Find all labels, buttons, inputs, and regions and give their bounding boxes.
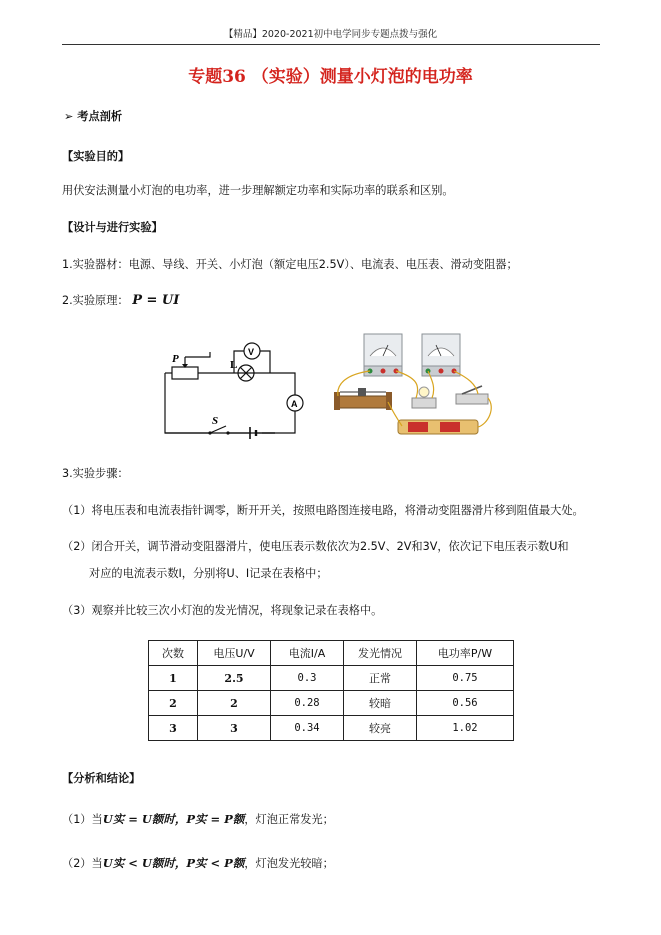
purpose-text: 用伏安法测量小灯泡的电功率，进一步理解额定功率和实际功率的联系和区别。 xyxy=(62,184,454,197)
table-header-cell: 次数 xyxy=(149,641,198,666)
page-header: 【精品】2020-2021初中电学同步专题点拨与强化 xyxy=(223,29,438,40)
procedure-3: （3）观察并比较三次小灯泡的发光情况，将现象记录在表格中。 xyxy=(62,604,383,617)
conclusion-2 xyxy=(62,855,334,871)
purpose-heading: 【实验目的】 xyxy=(62,150,130,163)
label-v: V xyxy=(248,347,255,357)
ammeter-device xyxy=(422,334,460,376)
conclusion-1-suffix: ，灯泡正常发光； xyxy=(244,813,334,826)
conclusion-1-prefix: （1）当 xyxy=(62,813,103,826)
table-row xyxy=(149,666,514,691)
label-p: P xyxy=(172,353,179,365)
table-cell: 0.34 xyxy=(271,716,344,741)
page-title: 专题36 （实验）测量小灯泡的电功率 xyxy=(188,67,473,87)
header-divider xyxy=(62,44,600,45)
conclusion-2-prefix: （2）当 xyxy=(62,857,103,870)
rheostat-symbol xyxy=(172,367,198,379)
table-row xyxy=(149,716,514,741)
table-header-cell: 电流I/A xyxy=(271,641,344,666)
label-s: S xyxy=(212,415,219,427)
table-cell: 2 xyxy=(198,691,271,716)
table-cell: 0.56 xyxy=(417,691,514,716)
table-cell: 2.5 xyxy=(198,666,271,691)
table-header-cell: 发光情况 xyxy=(344,641,417,666)
circuit-diagram xyxy=(150,335,310,445)
table-cell: 3 xyxy=(198,716,271,741)
table-cell: 0.75 xyxy=(417,666,514,691)
table-cell: 正常 xyxy=(344,666,417,691)
table-cell: 2 xyxy=(149,691,198,716)
table-cell: 3 xyxy=(149,716,198,741)
step-1-materials: 1.实验器材：电源、导线、开关、小灯泡（额定电压2.5V）、电流表、电压表、滑动变阻器； xyxy=(62,258,518,271)
design-heading: 【设计与进行实验】 xyxy=(62,221,163,234)
table-cell: 较暗 xyxy=(344,691,417,716)
conclusion-1-condition: U实 = U额时，P实 = P额 xyxy=(102,812,245,826)
table-row xyxy=(149,691,514,716)
power-formula: P = UI xyxy=(132,293,180,308)
apparatus-illustration xyxy=(328,328,498,440)
step-2-label: 2.实验原理： xyxy=(62,294,129,307)
label-a: A xyxy=(291,399,298,409)
step-3-heading: 3.实验步骤： xyxy=(62,467,129,480)
results-table xyxy=(148,640,514,741)
battery-device xyxy=(398,420,478,434)
table-cell: 1 xyxy=(149,666,198,691)
conclusion-2-suffix: ，灯泡发光较暗； xyxy=(244,857,334,870)
conclusion-heading: 【分析和结论】 xyxy=(62,772,141,785)
section-analysis: ➢ 考点剖析 xyxy=(64,110,123,123)
procedure-2-line-2: 对应的电流表示数I，分别将U、I记录在表格中； xyxy=(89,567,328,580)
conclusion-2-condition: U实 < U额时，P实 < P额 xyxy=(102,856,245,870)
table-header-cell: 电压U/V xyxy=(198,641,271,666)
table-cell: 1.02 xyxy=(417,716,514,741)
label-l: L xyxy=(230,359,238,371)
procedure-2-line-1: （2）闭合开关，调节滑动变阻器滑片，使电压表示数依次为2.5V、2V和3V，依次记下电压表示数U和 xyxy=(62,540,569,553)
voltmeter-device xyxy=(364,334,402,376)
step-2-principle xyxy=(62,292,179,308)
table-cell: 较亮 xyxy=(344,716,417,741)
table-header-cell: 电功率P/W xyxy=(417,641,514,666)
table-cell: 0.28 xyxy=(271,691,344,716)
table-cell: 0.3 xyxy=(271,666,344,691)
procedure-1: （1）将电压表和电流表指针调零，断开开关，按照电路图连接电路，将滑动变阻器滑片移到阻值最大处。 xyxy=(62,504,584,517)
table-header-row xyxy=(149,641,514,666)
conclusion-1 xyxy=(62,811,334,827)
